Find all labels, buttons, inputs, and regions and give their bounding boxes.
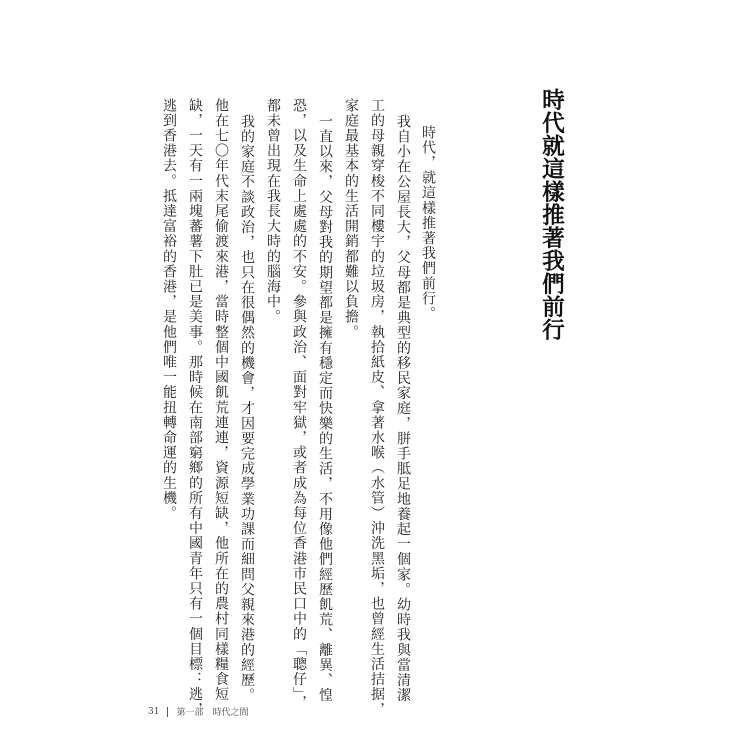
paragraph-column: 一直以來，父母對我的期望都是擁有穩定而快樂的生活，不用像他們經歷飢荒、離異、惶	[317, 114, 333, 703]
paragraph-column: 都未曾出現在我長大時的腦海中。	[265, 98, 281, 325]
paragraph-column: 工的母親穿梭不同樓宇的垃圾房，執拾紙皮、拿著水喉（水管）沖洗黑垢，也曾經生活拮据，	[369, 98, 385, 718]
chapter-title: 時代就這樣推著我們前行	[538, 88, 565, 341]
paragraph-column: 缺，一天有一兩塊蕃薯下肚已是美事。那時候在南部窮鄉的所有中國青年只有一個目標：逃，	[187, 98, 203, 718]
section-label: 第一部 時代之間	[176, 708, 249, 718]
paragraph-column: 我的家庭不談政治，也只在很偶然的機會，才因要完成學業功課而細問父親來港的經歷。	[239, 114, 255, 703]
paragraph-column: 他在七〇年代末尾偷渡來港，當時整個中國飢荒連連，資源短缺，他所在的農村同樣糧食短	[213, 98, 229, 702]
paragraph-column: 我自小在公屋長大，父母都是典型的移民家庭，胼手胝足地養起一個家。幼時我與當清潔	[395, 114, 411, 703]
footer-divider	[167, 707, 168, 717]
page-number: 31	[148, 706, 160, 717]
paragraph-column: 時代，就這樣推著我們前行。	[420, 125, 436, 322]
paragraph-column: 家庭最基本的生活開銷都難以負擔。	[343, 98, 359, 340]
paragraph-column: 逃到香港去。抵達富裕的香港，是他們唯一能扭轉命運的生機。	[161, 98, 177, 521]
page-footer	[148, 705, 248, 718]
paragraph-column: 恐，以及生命上處處的不安。參與政治、面對牢獄，或者成為每位香港市民口中的「聰仔」，	[291, 98, 307, 711]
